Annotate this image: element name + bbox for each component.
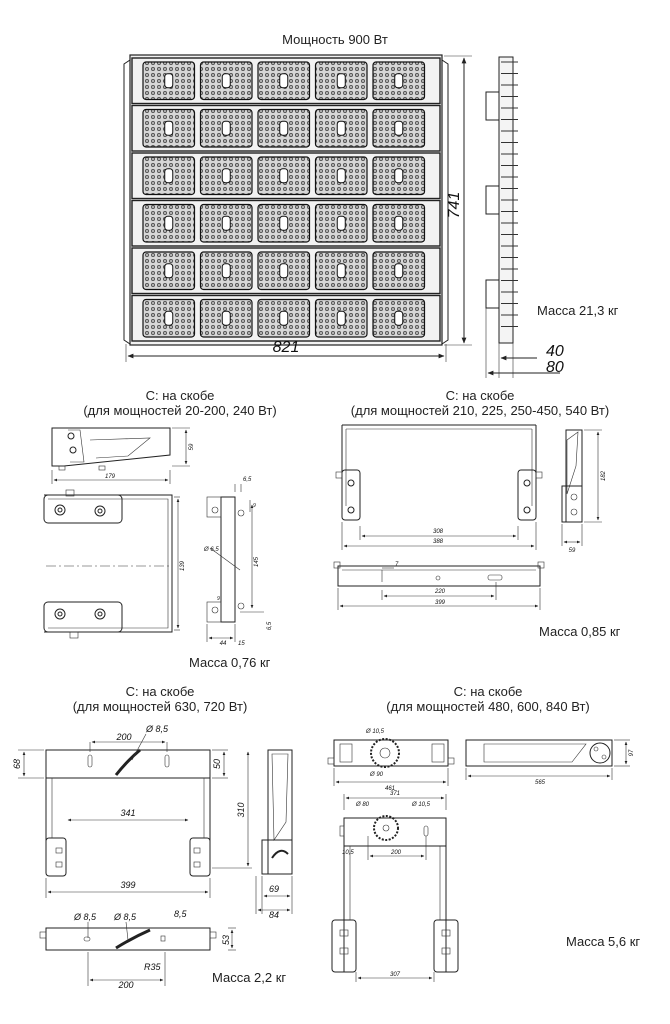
b3-dim-69: 69 <box>268 884 280 894</box>
bracket2-drawing <box>334 425 607 610</box>
module-center-lens <box>280 311 288 325</box>
module-center-lens <box>280 216 288 230</box>
module-center-lens <box>337 121 345 135</box>
b1-dim-9a: 9 <box>253 503 256 509</box>
module-center-lens <box>165 74 173 88</box>
module-center-lens <box>337 169 345 183</box>
bracket3-drawing <box>12 724 292 990</box>
b2-dim-399: 399 <box>434 600 446 606</box>
b2-dim-388: 388 <box>432 539 444 545</box>
bracket3-title-line1: С: на скобе <box>125 684 195 699</box>
b3-dim-200a: 200 <box>116 732 132 742</box>
b3-dim-8-5: 8,5 <box>174 909 187 919</box>
module-center-lens <box>222 216 230 230</box>
module-center-lens <box>395 74 403 88</box>
b4-phi-80: Ø 80 <box>356 802 370 808</box>
module-center-lens <box>337 311 345 325</box>
bracket1-drawing <box>44 428 273 647</box>
module-center-lens <box>337 74 345 88</box>
b3-dim-310: 310 <box>236 802 246 818</box>
b3-dim-68: 68 <box>12 758 22 770</box>
b4-dim-371: 371 <box>389 791 401 797</box>
b4-dim-200: 200 <box>390 850 402 856</box>
module-center-lens <box>395 311 403 325</box>
b1-dim-59: 59 <box>189 443 195 451</box>
module-center-lens <box>337 216 345 230</box>
floodlight-front-view <box>124 55 448 345</box>
b2-dim-308: 308 <box>432 529 444 535</box>
module-center-lens <box>395 121 403 135</box>
b4-phi-10-5b: Ø 10,5 <box>412 802 431 808</box>
main-mass: Масса 21,3 кг <box>537 303 619 318</box>
b3-dim-200b: 200 <box>118 980 134 990</box>
b3-phi-8-5a: Ø 8,5 <box>146 724 169 734</box>
b1-dim-phi-6-5: Ø 6,5 <box>204 547 219 553</box>
bracket2-mass: Масса 0,85 кг <box>539 624 621 639</box>
floodlight-side-view <box>486 57 564 378</box>
b1-dim-6-5b: 6,5 <box>267 621 273 631</box>
bracket2-title-line1: С: на скобе <box>445 388 515 403</box>
bracket4-drawing <box>328 729 635 982</box>
module-center-lens <box>280 169 288 183</box>
b4-dim-307: 307 <box>389 972 401 978</box>
b4-dim-461: 461 <box>384 786 396 792</box>
bracket1-title-line2: (для мощностей 20-200, 240 Вт) <box>83 403 277 418</box>
module-center-lens <box>280 264 288 278</box>
dim-80-label: 80 <box>546 359 564 376</box>
b2-dim-220: 220 <box>434 589 446 595</box>
bracket4-title-line2: (для мощностей 480, 600, 840 Вт) <box>386 699 590 714</box>
module-center-lens <box>222 264 230 278</box>
bracket3-title-line2: (для мощностей 630, 720 Вт) <box>72 699 248 714</box>
bracket4-mass: Масса 5,6 кг <box>566 934 641 949</box>
b3-phi-8-5c: Ø 8,5 <box>114 912 137 922</box>
module-center-lens <box>165 216 173 230</box>
module-center-lens <box>395 216 403 230</box>
module-center-lens <box>395 169 403 183</box>
b3-dim-399: 399 <box>120 880 136 890</box>
b4-dim-565: 565 <box>534 780 546 786</box>
dim-40-label: 40 <box>546 343 564 360</box>
b1-dim-9b: 9 <box>217 596 220 602</box>
module-center-lens <box>222 169 230 183</box>
module-center-lens <box>280 74 288 88</box>
b3-dim-50: 50 <box>212 758 222 770</box>
b3-dim-53: 53 <box>221 934 231 946</box>
module-center-lens <box>165 169 173 183</box>
b4-dim-10-5: 10,5 <box>342 850 354 856</box>
b1-dim-6-5a: 6,5 <box>243 477 252 483</box>
b2-dim-7: 7 <box>395 562 399 568</box>
b3-r35: R35 <box>144 962 161 972</box>
dim-821-label: 821 <box>272 339 300 356</box>
bracket2-title-line2: (для мощностей 210, 225, 250-450, 540 Вт) <box>350 403 610 418</box>
b1-dim-145: 145 <box>254 556 260 568</box>
bracket1-mass: Масса 0,76 кг <box>189 655 271 670</box>
main-title: Мощность 900 Вт <box>282 32 388 47</box>
b4-phi-10-5a: Ø 10,5 <box>366 729 385 735</box>
b2-dim-182: 182 <box>601 470 607 482</box>
module-center-lens <box>222 74 230 88</box>
b3-phi-8-5b: Ø 8,5 <box>74 912 97 922</box>
b4-phi-90: Ø 90 <box>370 772 384 778</box>
module-center-lens <box>222 121 230 135</box>
module-center-lens <box>165 121 173 135</box>
b1-dim-179: 179 <box>104 474 116 480</box>
bracket1-title-line1: С: на скобе <box>145 388 215 403</box>
module-center-lens <box>395 264 403 278</box>
b2-dim-59: 59 <box>568 548 576 554</box>
b3-dim-84: 84 <box>268 910 280 920</box>
module-center-lens <box>222 311 230 325</box>
bracket3-mass: Масса 2,2 кг <box>212 970 287 985</box>
module-center-lens <box>165 311 173 325</box>
module-center-lens <box>337 264 345 278</box>
b1-dim-44: 44 <box>219 641 227 647</box>
b3-dim-341: 341 <box>120 808 136 818</box>
dim-741-label: 741 <box>446 191 463 219</box>
b1-dim-15: 15 <box>238 641 245 647</box>
b1-dim-139: 139 <box>180 560 186 572</box>
module-center-lens <box>165 264 173 278</box>
module-center-lens <box>280 121 288 135</box>
b4-dim-97: 97 <box>629 749 635 757</box>
bracket4-title-line1: С: на скобе <box>453 684 523 699</box>
